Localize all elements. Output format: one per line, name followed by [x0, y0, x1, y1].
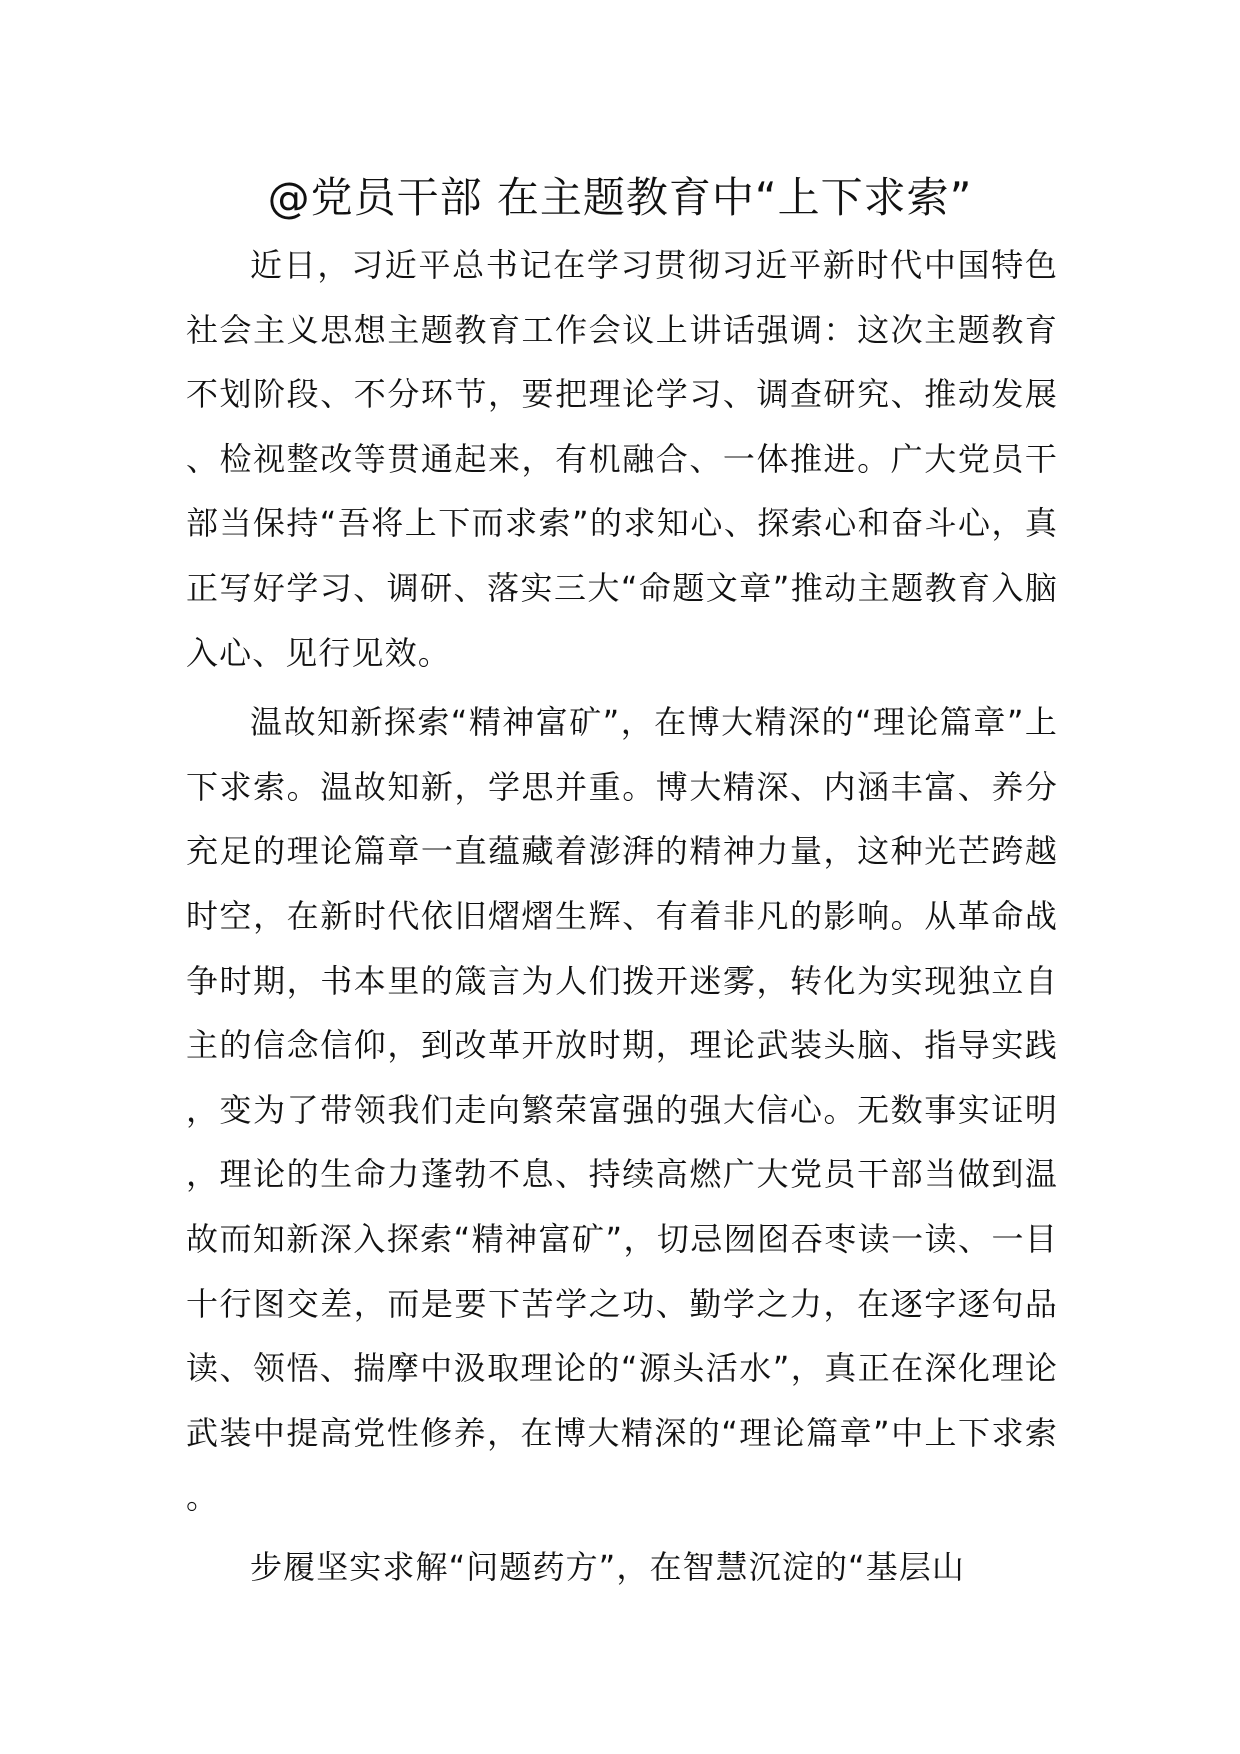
paragraph-intro: 近日，习近平总书记在学习贯彻习近平新时代中国特色社会主义思想主题教育工作会议上讲话强调：这次主题教育不划阶段、不分环节，要把理论学习、调查研究、推动发展、检视整改等贯通起来，有机融合、一体推进。广大党员干部当保持“吾将上下而求索”的求知心、探索心和奋斗心，真正写好学习、调研、落实三大“命题文章”推动主题教育入脑入心、见行见效。 — [186, 246, 1058, 672]
document-body — [186, 233, 1058, 1599]
paragraph-practice: 步履坚实求解“问题药方”，在智慧沉淀的“基层山 — [250, 1547, 966, 1586]
paragraph-theory: 温故知新探索“精神富矿”，在博大精深的“理论篇章”上下求索。温故知新，学思并重。博大精深、内涵丰富、养分充足的理论篇章一直蕴藏着澎湃的精神力量，这种光芒跨越时空，在新时代依旧熠熠生辉、有着非凡的影响。从革命战争时期，书本里的箴言为人们拨开迷雾，转化为实现独立自主的信念信仰，到改革开放时期，理论武装头脑、指导实践，变为了带领我们走向繁荣富强的强大信心。无数事实证明，理论的生命力蓬勃不息、持续高燃广大党员干部当做到温故而知新深入探索“精神富矿”，切忌囫囵吞枣读一读、一目十行图交差，而是要下苦学之功、勤学之力，在逐字逐句品读、领悟、揣摩中汲取理论的“源头活水”，真正在深化理论武装中提高党性修养，在博大精深的“理论篇章”中上下求索。 — [186, 703, 1058, 1517]
document-title: @党员干部 在主题教育中“上下求索” — [267, 173, 973, 222]
